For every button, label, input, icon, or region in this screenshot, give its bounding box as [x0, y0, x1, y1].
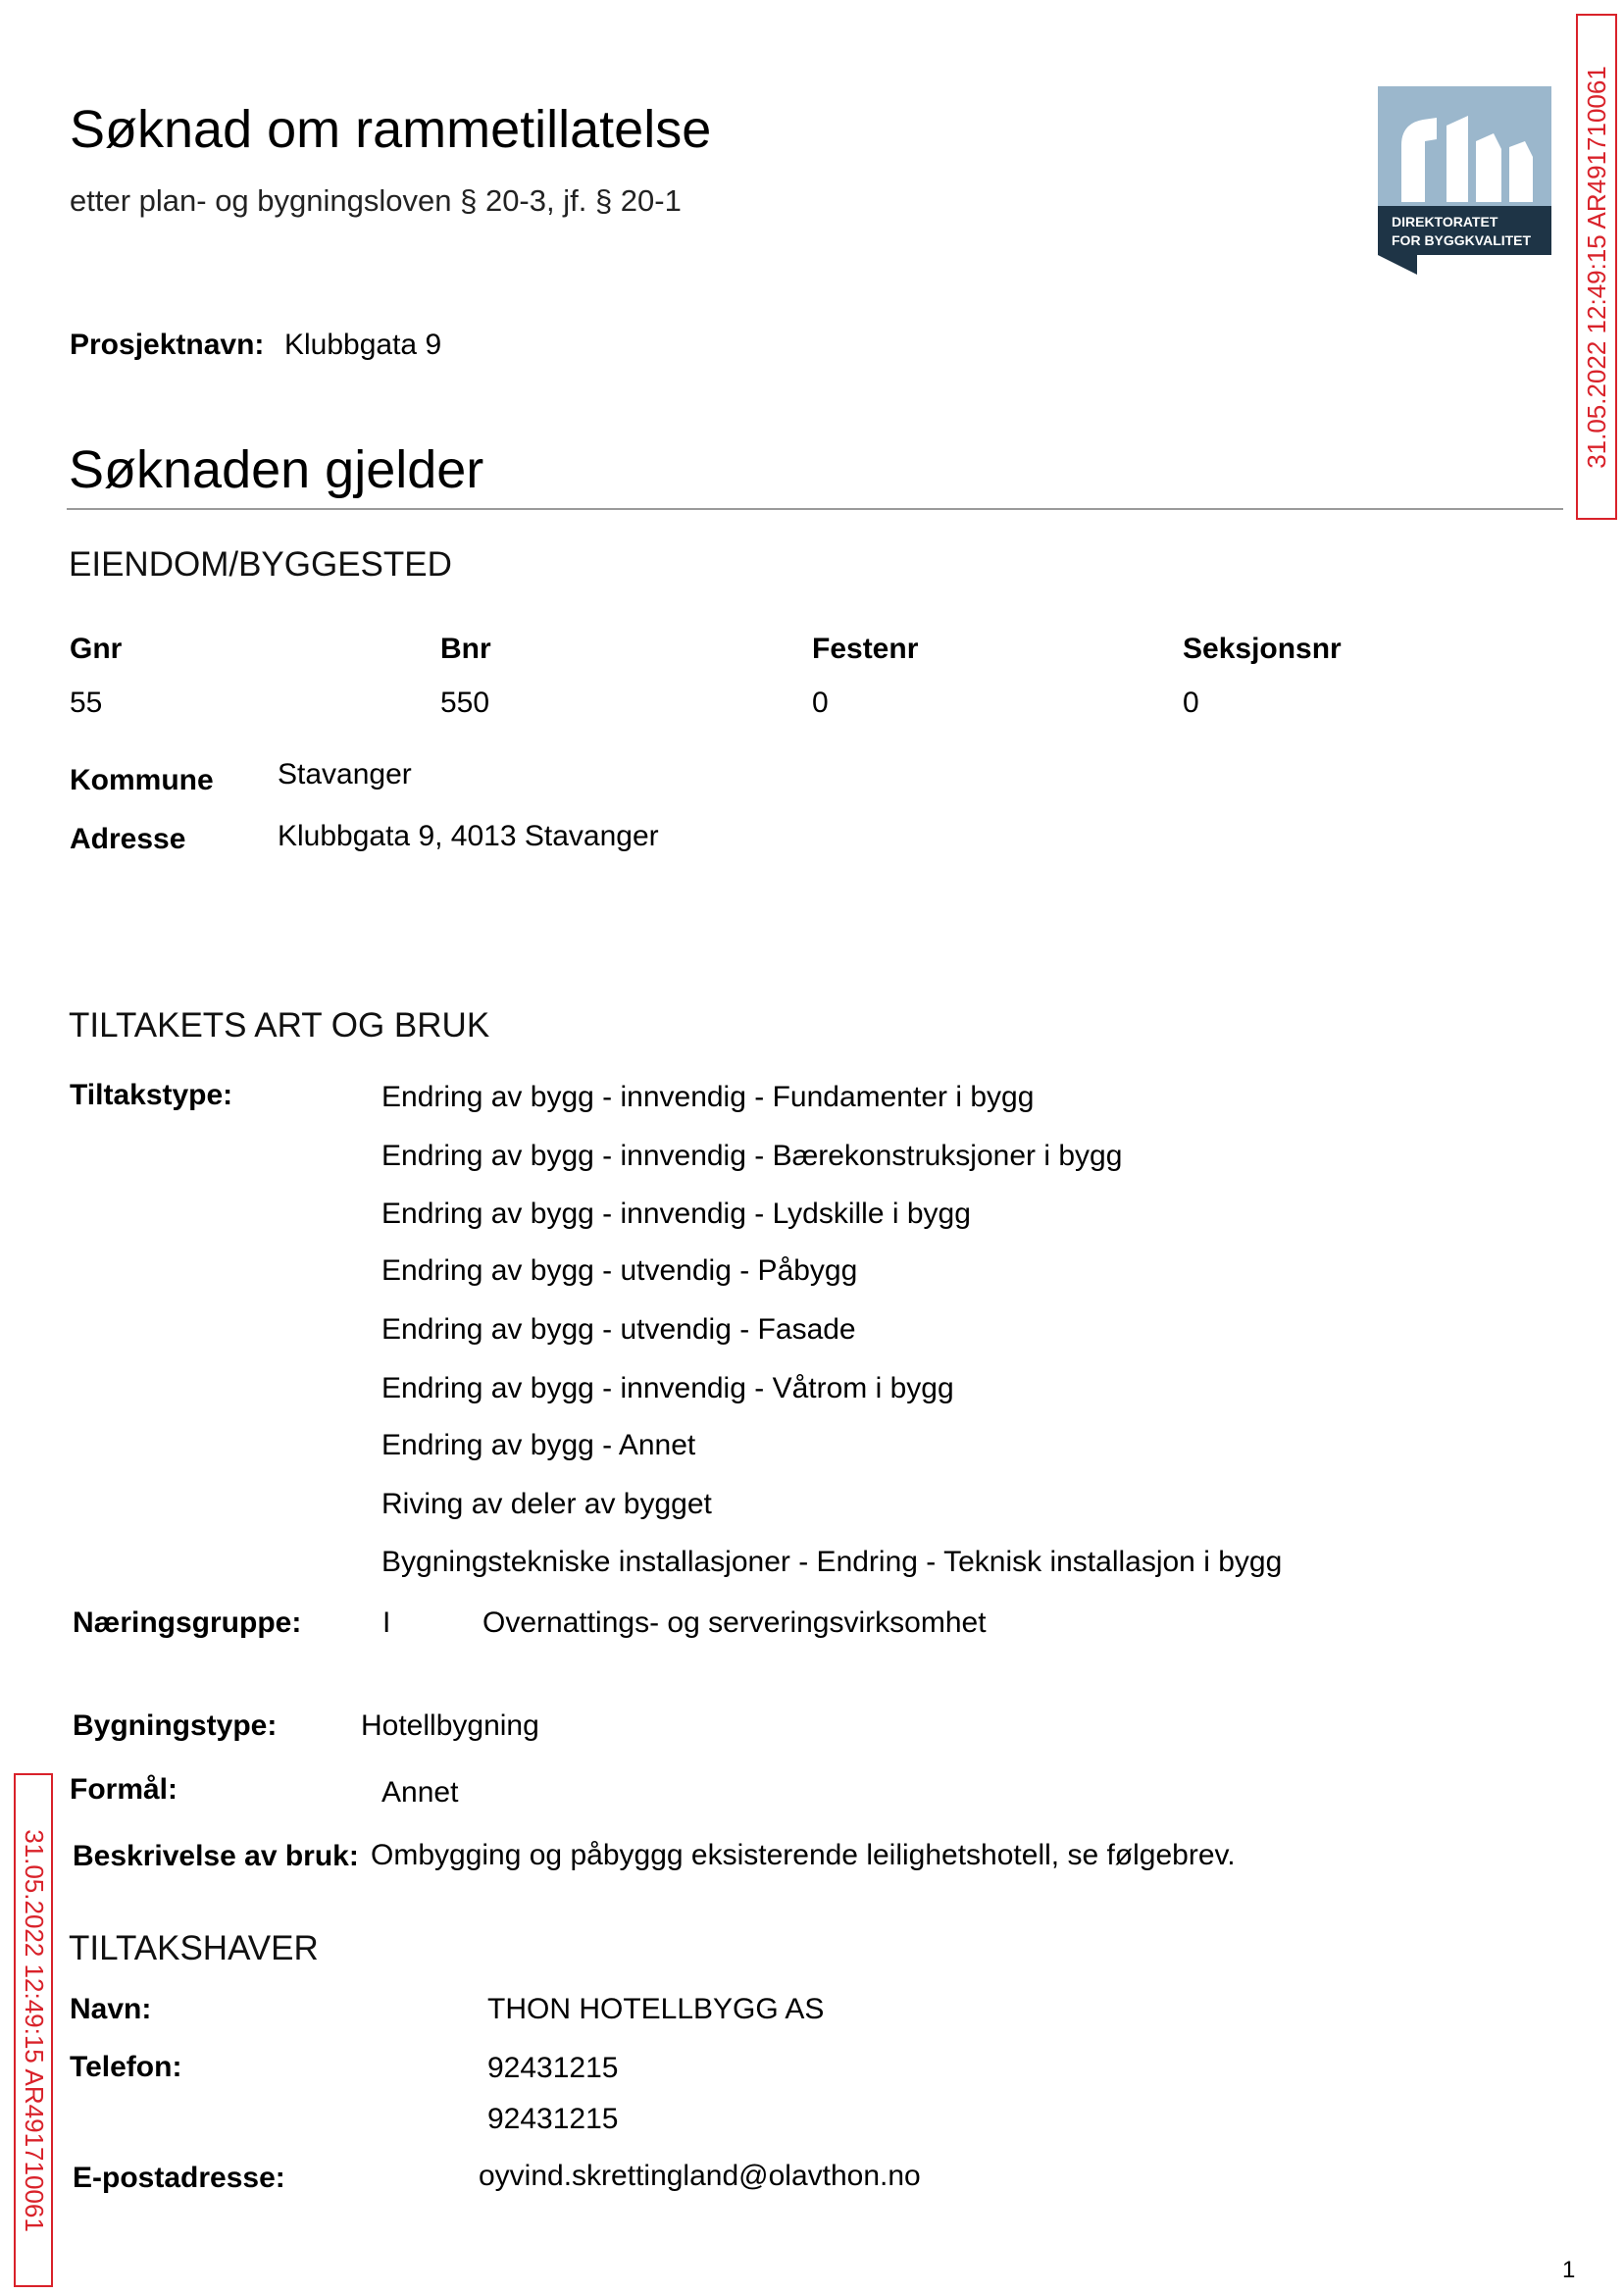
stamp-text: 31.05.2022 12:49:15 AR491710061	[1581, 65, 1611, 469]
tiltakstype-item: Endring av bygg - utvendig - Fasade	[381, 1313, 856, 1346]
registration-stamp-top	[1576, 14, 1617, 520]
tiltakstype-item: Endring av bygg - innvendig - Fundamenter i bygg	[381, 1081, 1035, 1113]
project-name-value: Klubbgata 9	[284, 329, 442, 361]
tiltakstype-item: Endring av bygg - innvendig - Våtrom i bygg	[381, 1372, 954, 1404]
tiltakstype-item: Endring av bygg - utvendig - Påbygg	[381, 1254, 858, 1287]
tiltakstype-item: Endring av bygg - innvendig - Bærekonstruksjoner i bygg	[381, 1140, 1123, 1172]
tiltakstype-label: Tiltakstype:	[70, 1079, 233, 1111]
festenr-label: Festenr	[812, 633, 919, 665]
bygningstype-label: Bygningstype:	[73, 1709, 278, 1742]
formal-value: Annet	[381, 1776, 459, 1809]
adresse-label: Adresse	[70, 823, 186, 855]
adresse-value: Klubbgata 9, 4013 Stavanger	[278, 820, 659, 852]
project-name-label: Prosjektnavn:	[70, 329, 265, 361]
document-title: Søknad om rammetillatelse	[70, 100, 712, 159]
section-divider	[67, 508, 1563, 510]
tiltakstype-item: Endring av bygg - innvendig - Lydskille i bygg	[381, 1198, 971, 1230]
section-title: Søknaden gjelder	[69, 440, 484, 499]
page-number: 1	[1562, 2257, 1576, 2283]
naeringsgruppe-code: I	[382, 1606, 391, 1639]
naeringsgruppe-label: Næringsgruppe:	[73, 1606, 302, 1639]
navn-label: Navn:	[70, 1993, 152, 2025]
beskrivelse-label: Beskrivelse av bruk:	[73, 1840, 359, 1872]
naeringsgruppe-value: Overnattings- og serveringsvirksomhet	[482, 1606, 987, 1639]
bnr-value: 550	[440, 687, 490, 719]
tiltakshaver-heading: TILTAKSHAVER	[69, 1929, 319, 1967]
seksjonsnr-value: 0	[1183, 687, 1199, 719]
bnr-label: Bnr	[440, 633, 491, 665]
epost-value: oyvind.skrettingland@olavthon.no	[479, 2160, 921, 2192]
telefon-value: 92431215	[487, 2052, 619, 2084]
formal-label: Formål:	[70, 1773, 178, 1806]
tiltak-heading: TILTAKETS ART OG BRUK	[69, 1006, 490, 1045]
property-heading: EIENDOM/BYGGESTED	[69, 545, 452, 584]
tiltakstype-item: Bygningstekniske installasjoner - Endring - Teknisk installasjon i bygg	[381, 1546, 1283, 1578]
dibk-logo	[1378, 86, 1551, 275]
seksjonsnr-label: Seksjonsnr	[1183, 633, 1342, 665]
document-subtitle: etter plan- og bygningsloven § 20-3, jf. § 20-1	[70, 183, 682, 218]
logo-text-line1: DIREKTORATET	[1392, 214, 1498, 229]
kommune-label: Kommune	[70, 764, 214, 796]
logo-text-line2: FOR BYGGKVALITET	[1392, 232, 1532, 248]
gnr-label: Gnr	[70, 633, 123, 665]
epost-label: E-postadresse:	[73, 2162, 285, 2194]
tiltakstype-item: Endring av bygg - Annet	[381, 1429, 696, 1461]
kommune-value: Stavanger	[278, 758, 412, 790]
festenr-value: 0	[812, 687, 829, 719]
bygningstype-value: Hotellbygning	[361, 1709, 539, 1742]
beskrivelse-value: Ombygging og påbyggg eksisterende leilighetshotell, se følgebrev.	[371, 1839, 1236, 1871]
telefon-value: 92431215	[487, 2103, 619, 2135]
gnr-value: 55	[70, 687, 103, 719]
stamp-text: 31.05.2022 12:49:15 AR491710061	[19, 1828, 49, 2232]
telefon-label: Telefon:	[70, 2051, 182, 2083]
registration-stamp-bottom	[14, 1773, 53, 2287]
navn-value: THON HOTELLBYGG AS	[487, 1993, 825, 2025]
tiltakstype-item: Riving av deler av bygget	[381, 1488, 712, 1520]
